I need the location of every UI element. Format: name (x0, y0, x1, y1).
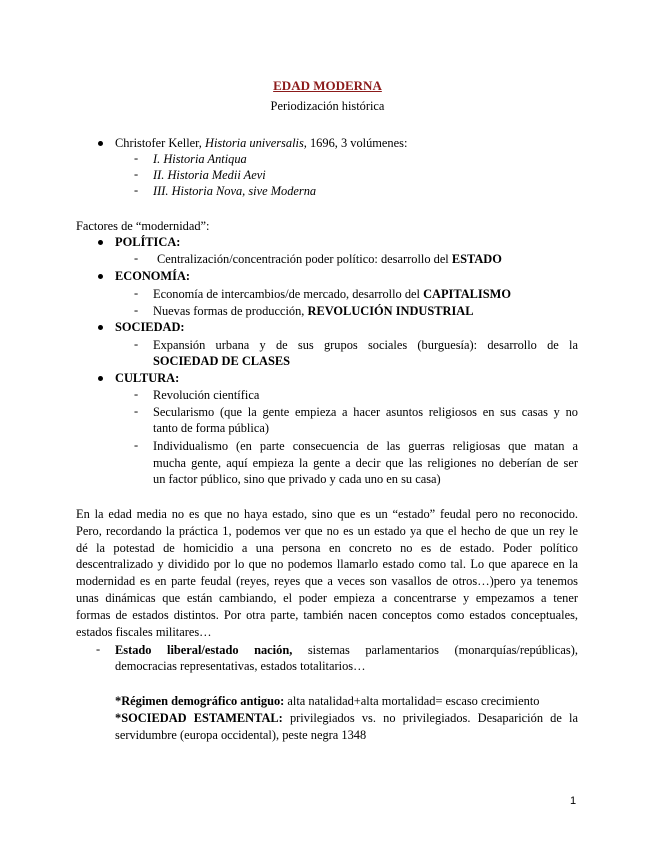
bullet-icon (98, 274, 103, 279)
paragraph-line: descentralizado y dividido por lo que no podemos llamarlo estado como tal. Lo que aparece en la (76, 557, 578, 571)
factors-heading: Factores de “modernidad”: (76, 219, 210, 233)
politica-item: Centralización/concentración poder político: desarrollo del ESTADO (157, 252, 502, 266)
dash-icon: - (134, 404, 139, 418)
paragraph-line: dé la potestad de homicidio a una persona en concreto no es de estado. Poder político (76, 541, 578, 555)
dash-icon: - (134, 337, 139, 351)
paragraph-line: formas de estados distintos. Por otra parte, también nacen conceptos como estados conceptuales, (76, 608, 578, 622)
page-number: 1 (570, 795, 577, 807)
dash-icon: - (134, 251, 139, 265)
politica-label: POLÍTICA: (115, 235, 181, 249)
bullet-icon (98, 376, 103, 381)
paragraph-line: modernidad es en parte feudal (reyes, reyes que a veces son vasallos de otros…)pero ya tenemos (76, 574, 578, 588)
dash-icon: - (134, 387, 139, 401)
cultura-item: Revolución científica (153, 388, 260, 402)
cultura-item-cont: un factor público, sino que privado y cada uno en su casa) (153, 472, 441, 486)
volume-item: II. Historia Medii Aevi (153, 168, 266, 182)
economia-item: Economía de intercambios/de mercado, desarrollo del CAPITALISMO (153, 287, 511, 301)
dash-icon: - (134, 151, 139, 165)
paragraph-line: unas dinámicas que están cambiando, el poder empieza a concentrarse y empezamos a tener (76, 591, 578, 605)
dash-icon: - (134, 167, 139, 181)
bullet-icon (98, 240, 103, 245)
cultura-item-cont: mucha gente, aquí empieza la gente a decir que las religiones no deberían de ser (153, 456, 578, 470)
paragraph-line: Pero, recordando la práctica 1, podemos ver que no es un estado ya que el hecho de que un rey le (76, 524, 578, 538)
dash-icon: - (134, 286, 139, 300)
dash-icon: - (134, 183, 139, 197)
sociedad-item-bold: SOCIEDAD DE CLASES (153, 354, 291, 368)
page-title: EDAD MODERNA (273, 78, 382, 93)
dash-icon: - (134, 303, 139, 317)
paragraph-line: En la edad media no es que no haya estado, sino que es un “estado” feudal pero no reconocido. (76, 507, 578, 521)
estamental-line: *SOCIEDAD ESTAMENTAL: privilegiados vs. no privilegiados. Desaparición de la (115, 711, 578, 725)
estado-liberal-line: Estado liberal/estado nación, sistemas parlamentarios (monarquías/repúblicas), (115, 643, 578, 657)
sociedad-label: SOCIEDAD: (115, 320, 185, 334)
dash-icon: - (134, 438, 139, 452)
volume-item: I. Historia Antiqua (153, 152, 247, 166)
bullet-icon (98, 325, 103, 330)
page-subtitle: Periodización histórica (270, 99, 385, 113)
estado-liberal-cont: democracias representativas, estados totalitarios… (115, 659, 366, 673)
cultura-label: CULTURA: (115, 371, 180, 385)
sociedad-item: Expansión urbana y de sus grupos sociales (burguesía): desarrollo de la (153, 338, 578, 352)
volume-item: III. Historia Nova, sive Moderna (153, 184, 317, 198)
dash-icon: - (96, 642, 101, 656)
bullet-icon (98, 141, 103, 146)
cultura-item: Individualismo (en parte consecuencia de las guerras religiosas que matan a (153, 439, 578, 453)
keller-line: Christofer Keller, Historia universalis, 1696, 3 volúmenes: (115, 136, 408, 150)
estamental-cont: servidumbre (europa occidental), peste negra 1348 (115, 728, 367, 742)
economia-item: Nuevas formas de producción, REVOLUCIÓN INDUSTRIAL (153, 304, 474, 318)
cultura-item-cont: tanto de forma pública) (153, 421, 269, 435)
paragraph-line: estados fiscales militares… (76, 625, 212, 639)
cultura-item: Secularismo (que la gente empieza a hacer asuntos religiosos en sus casas y no (153, 405, 578, 419)
regimen-line: *Régimen demográfico antiguo: alta natalidad+alta mortalidad= escaso crecimiento (115, 694, 540, 708)
economia-label: ECONOMÍA: (115, 269, 191, 283)
